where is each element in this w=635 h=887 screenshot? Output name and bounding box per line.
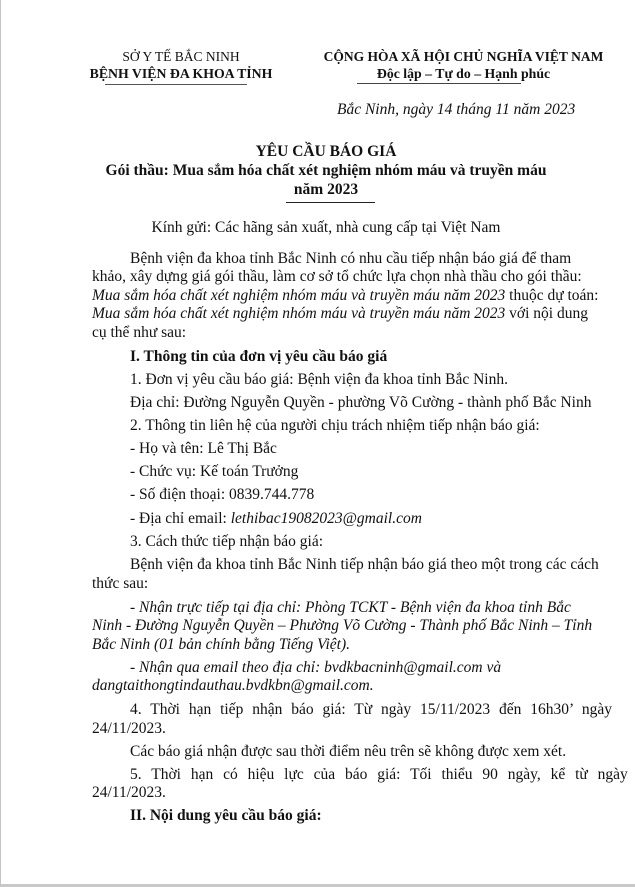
motto-underline xyxy=(357,83,521,84)
intro-line: khảo, xây dựng giá gói thầu, làm cơ sở tổ chức lựa chọn nhà thầu cho gói thầu: xyxy=(92,268,582,285)
contact-name: - Họ và tên: Lê Thị Bắc xyxy=(130,440,277,457)
methods-intro: thức sau: xyxy=(92,575,149,592)
late-note: Các báo giá nhận được sau thời điểm nêu trên sẽ không được xem xét. xyxy=(130,743,567,760)
intro-line: Bệnh viện đa khoa tỉnh Bắc Ninh có nhu cầu tiếp nhận báo giá để tham xyxy=(130,250,572,267)
national-motto: Độc lập – Tự do – Hạnh phúc xyxy=(376,66,551,81)
intro-line xyxy=(92,305,588,323)
method-email: dangtaithongtindauthau.bvdkbn@gmail.com. xyxy=(92,677,374,694)
validity: 5. Thời hạn có hiệu lực của báo giá: Tối thiểu 90 ngày, kể từ ngày xyxy=(130,766,628,783)
intro-text: thuộc dự toán: xyxy=(505,287,599,304)
package-name-italic: Mua sắm hóa chất xét nghiệm nhóm máu và truyền máu năm 2023 xyxy=(92,305,506,322)
section-heading-1: I. Thông tin của đơn vị yêu cầu báo giá xyxy=(130,348,388,365)
document-title-block xyxy=(101,142,551,199)
issuer-department: SỞ Y TẾ BẮC NINH xyxy=(122,49,240,64)
issuer-block xyxy=(61,48,301,82)
package-name-line1: Gói thầu: Mua sắm hóa chất xét nghiệm nhóm máu và truyền máu xyxy=(105,162,547,179)
greeting: Kính gửi: Các hãng sản xuất, nhà cung cấp tại Việt Nam xyxy=(151,219,501,236)
intro-line xyxy=(92,287,599,305)
contact-phone: - Số điện thoại: 0839.744.778 xyxy=(130,486,315,503)
email-link[interactable]: lethibac19082023@gmail.com xyxy=(230,510,422,527)
unit-address: Địa chỉ: Đường Nguyễn Quyền - phường Võ Cường - thành phố Bắc Ninh xyxy=(130,394,592,411)
receipt-method-heading: 3. Cách thức tiếp nhận báo giá: xyxy=(130,533,324,550)
method-in-person: Ninh - Đường Nguyễn Quyền – Phường Võ Cường - Thành phố Bắc Ninh – Tỉnh xyxy=(92,617,593,634)
intro-line: cụ thể như sau: xyxy=(92,324,187,341)
methods-intro: Bệnh viện đa khoa tỉnh Bắc Ninh tiếp nhận báo giá theo một trong các cách xyxy=(130,556,599,573)
document-title: YÊU CẦU BÁO GIÁ xyxy=(255,143,397,160)
method-in-person: - Nhận trực tiếp tại địa chỉ: Phòng TCKT - Bệnh viện đa khoa tỉnh Bắc xyxy=(130,599,571,616)
intro-text: với nội dung xyxy=(505,305,588,322)
document-date: Bắc Ninh, ngày 14 tháng 11 năm 2023 xyxy=(337,101,576,118)
issuer-underline xyxy=(105,84,247,85)
national-motto-block xyxy=(301,48,626,82)
package-name-italic: Mua sắm hóa chất xét nghiệm nhóm máu và truyền máu năm 2023 xyxy=(92,287,506,304)
deadline: 4. Thời hạn tiếp nhận báo giá: Từ ngày 15/11/2023 đến 16h30’ ngày xyxy=(130,701,612,718)
contact-email xyxy=(130,510,422,528)
validity: 24/11/2023. xyxy=(92,784,166,801)
contact-position: - Chức vụ: Kế toán Trưởng xyxy=(130,463,299,480)
package-name-line2: năm 2023 xyxy=(293,181,359,198)
national-title: CỘNG HÒA XÃ HỘI CHỦ NGHĨA VIỆT NAM xyxy=(323,49,604,64)
section-heading-2: II. Nội dung yêu cầu báo giá: xyxy=(130,807,322,824)
requesting-unit: 1. Đơn vị yêu cầu báo giá: Bệnh viện đa khoa tỉnh Bắc Ninh. xyxy=(130,371,508,388)
email-label: - Địa chỉ email: xyxy=(130,510,231,527)
deadline: 24/11/2023. xyxy=(92,720,166,737)
issuer-hospital: BỆNH VIỆN ĐA KHOA TỈNH xyxy=(89,66,273,81)
contact-heading: 2. Thông tin liên hệ của người chịu trách nhiệm tiếp nhận báo giá: xyxy=(130,417,540,434)
method-email: - Nhận qua email theo địa chỉ: bvdkbacninh@gmail.com và xyxy=(130,659,502,676)
title-underline xyxy=(286,202,375,203)
method-in-person: Bắc Ninh (01 bản chính bằng Tiếng Việt). xyxy=(92,636,351,653)
